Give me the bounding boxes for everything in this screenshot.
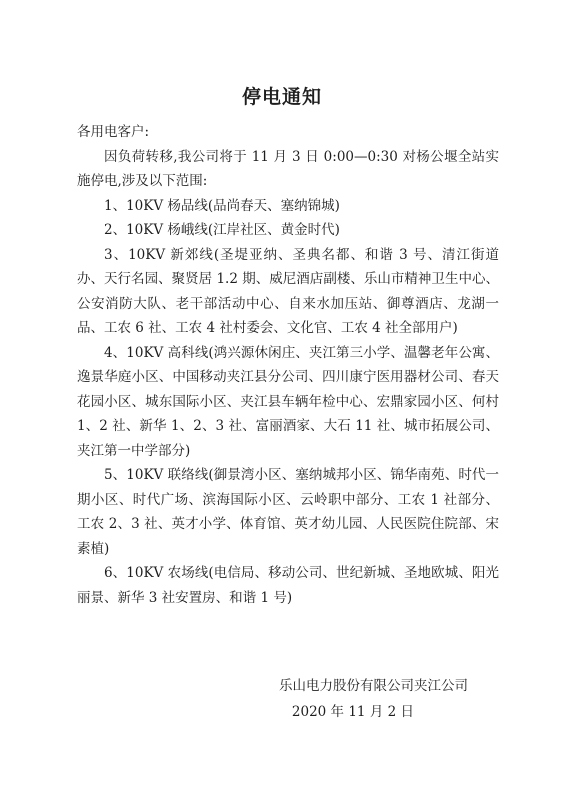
salutation: 各用电客户: [77, 124, 150, 140]
outage-item-6: 6、10KV 农场线(电信局、移动公司、世纪新城、圣地欧城、阳光丽景、新华 3 社安置房、和谐 1 号) [77, 565, 499, 606]
outage-item-1: 1、10KV 杨品线(品尚春天、塞纳锦城) [104, 197, 340, 214]
notice-body [77, 120, 499, 610]
signature-date: 2020 年 11 月 2 日 [291, 704, 414, 720]
outage-item-4: 4、10KV 高科线(鸿兴源休闲庄、夹江第三小学、温馨老年公寓、逸景华庭小区、中国移动夹江县分公司、四川康宁医用器材公司、春天花园小区、城东国际小区、夹江县车辆年检中心、宏鼎家园小区、何村 1、2 社、新华 1、2、3 社、富丽酒家、大石 11 社、城市拓展公司、夹江第一中学部分) [77, 344, 499, 459]
outage-item-3: 3、10KV 新郊线(圣堤亚纳、圣典名都、和谐 3 号、清江街道办、天行名园、聚贤居 1.2 期、威尼酒店副楼、乐山市精神卫生中心、公安消防大队、老干部活动中心、自来水加压站、御尊酒店、龙湖一品、工农 6 社、工农 4 社村委会、文化官、工农 4 社全部用户) [77, 246, 499, 336]
signature-company: 乐山电力股份有限公司夹江公司 [279, 678, 468, 694]
outage-item-5: 5、10KV 联络线(御景湾小区、塞纳城邦小区、锦华南苑、时代一期小区、时代广场、滨海国际小区、云岭职中部分、工农 1 社部分、工农 2、3 社、英才小学、体育馆、英才幼儿园、人民医院住院部、宋素植) [77, 467, 499, 557]
notice-title: 停电通知 [241, 86, 322, 108]
outage-item-2: 2、10KV 杨峨线(江岸社区、黄金时代) [104, 222, 340, 238]
intro-paragraph: 因负荷转移,我公司将于 11 月 3 日 0:00—0:30 对杨公堰全站实施停电,涉及以下范围: [77, 148, 499, 189]
